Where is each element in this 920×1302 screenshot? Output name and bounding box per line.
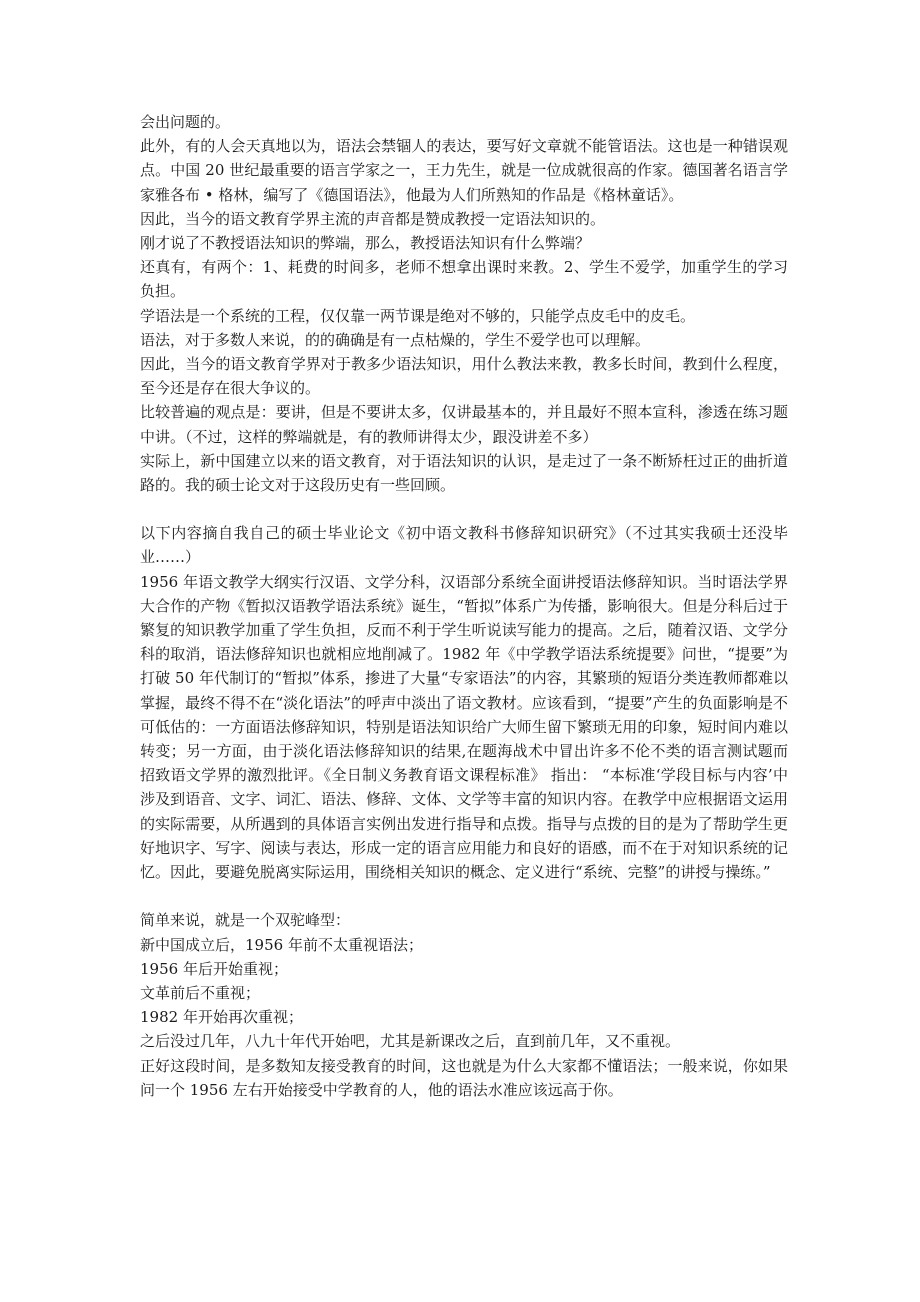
- paragraph-controversy: 因此，当今的语文教育学界对于教多少语法知识，用什么教法来教，教多长时间，教到什么程度，至今还是存在很大争议的。: [140, 355, 788, 398]
- paragraph-boring: 语法，对于多数人来说，的的确确是有一点枯燥的，学生不爱学也可以理解。: [140, 330, 651, 349]
- timeline-item: 1956 年后开始重视；: [140, 959, 288, 978]
- timeline-item: 1982 年开始再次重视；: [140, 1008, 303, 1027]
- paragraph-thesis-intro: 以下内容摘自我自己的硕士毕业论文《初中语文教科书修辞知识研究》（不过其实我硕士还没毕业……）: [140, 524, 788, 567]
- blank-line: [140, 884, 788, 908]
- paragraph-two-drawbacks: 还真有，有两个：1、耗费的时间多，老师不想拿出课时来教。2、学生不爱学，加重学生的学习负担。: [140, 258, 788, 301]
- document-body: [140, 110, 788, 1102]
- paragraph-conclusion: 正好这段时间，是多数知友接受教育的时间，这也就是为什么大家都不懂语法；一般来说，你如果问一个 1956 左右开始接受中学教育的人，他的语法水准应该远高于你。: [140, 1056, 788, 1099]
- paragraph-mainstream-view: 因此，当今的语文教育学界主流的声音都是赞成教授一定语法知识的。: [140, 209, 606, 228]
- paragraph-thesis-excerpt: 1956 年语文教学大纲实行汉语、文学分科，汉语部分系统全面讲授语法修辞知识。当时语法学界大合作的产物《暂拟汉语教学语法系统》诞生，“暂拟”体系广为传播，影响很大。但是分科后过于繁复的知识教学加重了学生负担，反而不利于学生听说读写能力的提高。之后，随着汉语、文学分科的取消，语法修辞知识也就相应地削减了。1982 年《中学教学语法系统提要》问世，“提要”为打破 50 年代制订的“暂拟”体系，掺进了大量“专家语法”的内容，其繁琐的短语分类连教师都难以掌握，最终不得不在“淡化语法”的呼声中淡出了语文教材。应该看到，“提要”产生的负面影响是不可低估的：一方面语法修辞知识，特别是语法知识给广大师生留下繁琐无用的印象，短时间内难以转变；另一方面，由于淡化语法修辞知识的结果,在题海战术中冒出许多不伦不类的语言测试题而招致语文学界的激烈批评。《全日制义务教育语文课程标准》 指出： “本标准‘学段目标与内容’中涉及到语音、文字、词汇、语法、修辞、文体、文学等丰富的知识内容。在教学中应根据语文运用的实际需要，从所遇到的具体语言实例出发进行指导和点拨。指导与点拨的目的是为了帮助学生更好地识字、写字、阅读与表达，形成一定的语言应用能力和良好的语感，而不在于对知识系统的记忆。因此，要避免脱离实际运用，围绕相关知识的概念、定义进行“系统、完整”的讲授与操练。”: [140, 572, 788, 882]
- paragraph-drawbacks-question: 刚才说了不教授语法知识的弊端，那么，教授语法知识有什么弊端？: [140, 234, 591, 253]
- blank-line: [140, 497, 788, 521]
- timeline-item: 文革前后不重视；: [140, 983, 261, 1002]
- paragraph-summary-intro: 简单来说，就是一个双驼峰型：: [140, 911, 351, 930]
- paragraph-common-view: 比较普遍的观点是：要讲，但是不要讲太多，仅讲最基本的，并且最好不照本宣科，渗透在练习题中讲。（不过，这样的弊端就是，有的教师讲得太少，跟没讲差不多）: [140, 403, 788, 446]
- timeline-item: 之后没过几年，八九十年代开始吧，尤其是新课改之后，直到前几年，又不重视。: [140, 1032, 681, 1051]
- timeline-item: 新中国成立后，1956 年前不太重视语法；: [140, 935, 423, 954]
- paragraph-grammar-misconception: 此外，有的人会天真地以为，语法会禁锢人的表达，要写好文章就不能管语法。这也是一种错误观点。中国 20 世纪最重要的语言学家之一，王力先生，就是一位成就很高的作家。德国著名语言学家雅各布 • 格林，编写了《德国语法》，他最为人们所熟知的作品是《格林童话》。: [140, 137, 788, 204]
- paragraph-systematic-project: 学语法是一个系统的工程，仅仅靠一两节课是绝对不够的，只能学点皮毛中的皮毛。: [140, 306, 696, 325]
- paragraph-continuation: 会出问题的。: [140, 113, 231, 131]
- paragraph-history-overview: 实际上，新中国建立以来的语文教育，对于语法知识的认识，是走过了一条不断矫枉过正的曲折道路的。我的硕士论文对于这段历史有一些回顾。: [140, 451, 788, 495]
